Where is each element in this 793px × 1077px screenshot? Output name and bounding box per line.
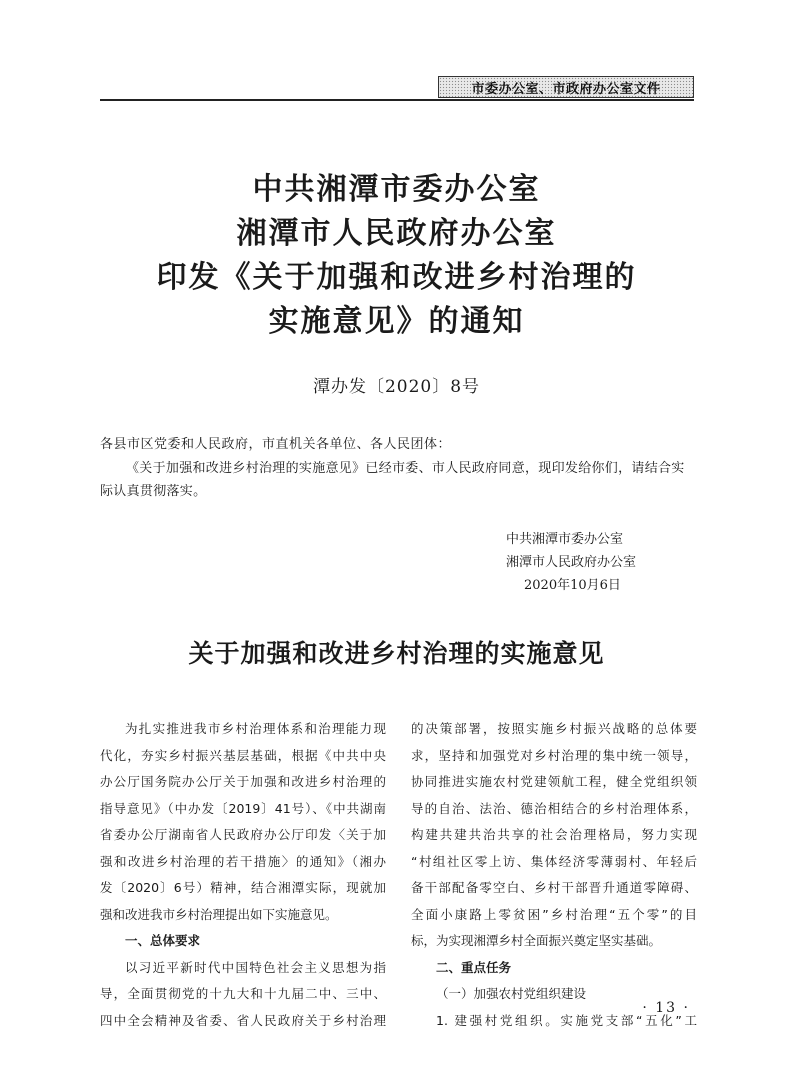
column-line: 代化，夯实乡村振兴基层基础，根据《中共中央 [100,747,386,763]
column-line: 省委办公厅湖南省人民政府办公厅印发〈关于加 [100,827,386,842]
signature-block [506,528,636,597]
notice-body [100,457,694,503]
document-title [0,168,793,344]
column-line: 构建共建共治共享的社会治理格局，努力实现 [411,827,697,842]
column-line: “村组社区零上访、集体经济零薄弱村、年轻后 [411,853,697,869]
column-line: 协同推进实施农村党建领航工程，健全党组织领 [411,774,697,789]
column-line: 指导意见》（中办发〔2019〕41号）、《中共湖南 [100,800,386,816]
column-line: 强和改进我市乡村治理提出如下实施意见。 [100,906,338,922]
column-line: 求，坚持和加强党对乡村治理的集中统一领导， [411,747,697,763]
page-number: · 13 · [642,1000,690,1016]
section-title: 关于加强和改进乡村治理的实施意见 [188,639,605,668]
column-line: 标，为实现湘潭乡村全面振兴奠定坚实基础。 [411,933,662,948]
section-heading: 一、总体要求 [125,933,201,948]
signature-org: 湘潭市人民政府办公室 [506,555,637,570]
column-line: 导，全面贯彻党的十九大和十九届二中、三中、 [100,986,386,1001]
right-column [411,716,697,1034]
addressee: 各县市区党委和人民政府，市直机关各单位、各人民团体： [100,437,452,452]
header-rule [100,99,694,101]
signature-org: 中共湘潭市委办公室 [506,532,624,547]
column-line: 强和改进乡村治理的若干措施〉的通知》（湘办 [100,853,386,869]
column-line: 以习近平新时代中国特色社会主义思想为指 [125,959,386,975]
notice-body-line: 《关于加强和改进乡村治理的实施意见》已经市委、市人民政府同意，现印发给你们，请结合实 [126,461,685,476]
title-line: 印发《关于加强和改进乡村治理的 [156,260,637,295]
signature-date: 2020年10月6日 [524,578,621,593]
document-number: 潭办发〔2020〕8号 [312,377,481,397]
title-line: 湘潭市人民政府办公室 [236,216,557,251]
column-line: 1. 建强村党组织。实施党支部“五化”工 [436,1012,697,1028]
column-line: 全面小康路上零贫困”乡村治理“五个零”的目 [411,906,697,922]
column-line: 发〔2020〕6号）精神，结合湘潭实际，现就加 [100,880,386,895]
column-line: 备干部配备零空白、乡村干部晋升通道零障碍、 [411,880,697,895]
notice-body-line: 际认真贯彻落实。 [100,484,207,499]
column-line: 四中全会精神及省委、省人民政府关于乡村治理 [100,1012,386,1028]
title-line: 实施意见》的通知 [268,304,525,339]
left-column [100,716,386,1034]
column-line: 导的自治、法治、德治相结合的乡村治理体系， [411,800,697,816]
column-line: 为扎实推进我市乡村治理体系和治理能力现 [125,721,386,736]
subsection-heading: （一）加强农村党组织建设 [436,986,587,1001]
header-tag: 市委办公室、市政府办公室文件 [438,76,694,98]
section-heading: 二、重点任务 [436,959,512,975]
column-line: 办公厅国务院办公厅关于加强和改进乡村治理的 [100,774,386,789]
column-line: 的决策部署，按照实施乡村振兴战略的总体要 [411,721,697,736]
title-line: 中共湘潭市委办公室 [252,172,541,207]
